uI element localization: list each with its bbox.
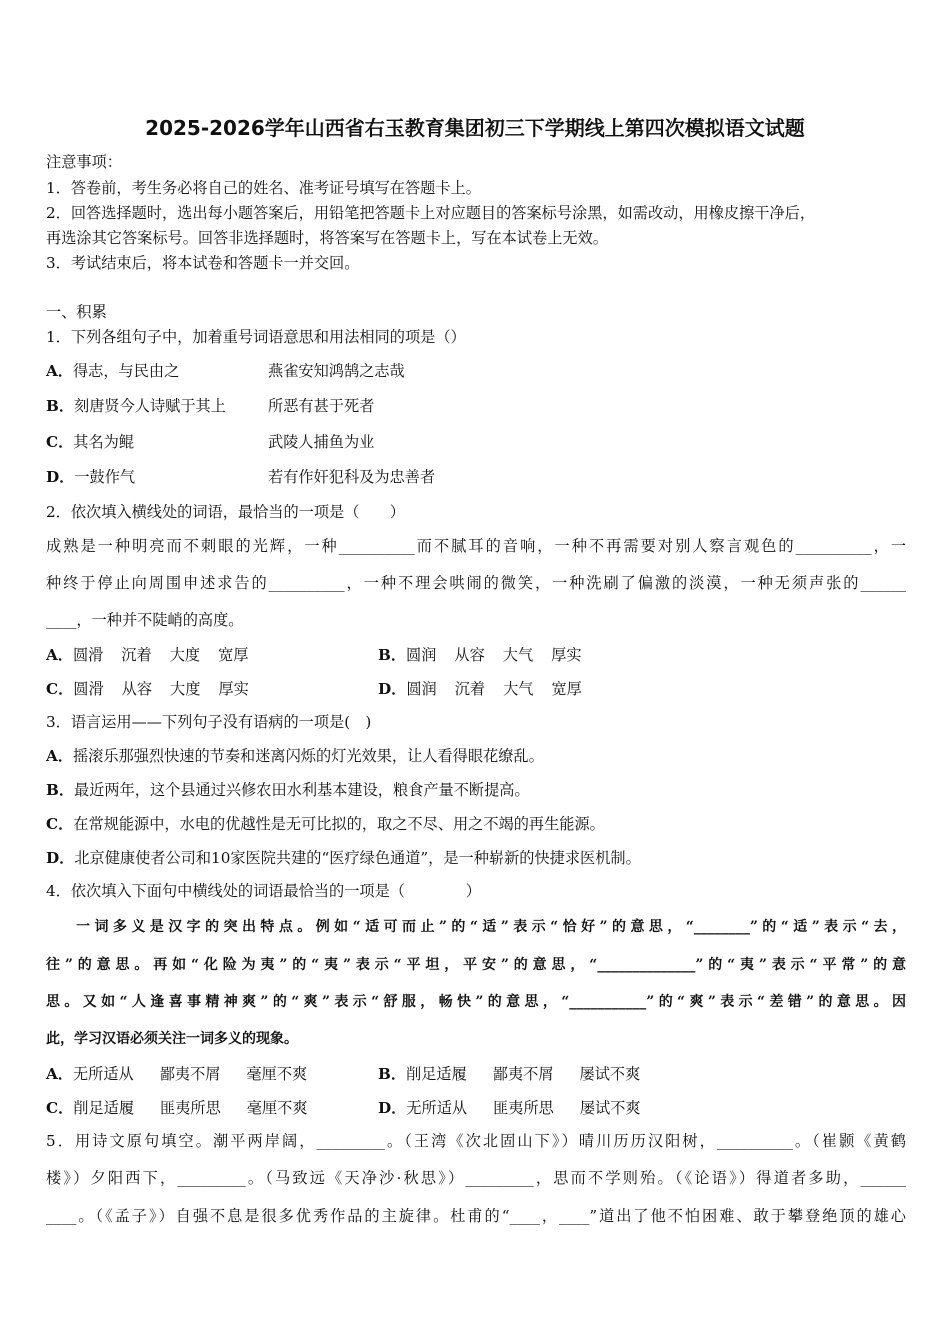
option-word: 鄙夷不屑 bbox=[159, 1065, 221, 1083]
q2-option-c bbox=[46, 678, 249, 699]
q2-text-line: 成熟是一种明亮而不刺眼的光辉，一种__________而不腻耳的音响，一种不再需要对别人察言观色的__________，一 bbox=[46, 537, 906, 555]
option-word: 沉着 bbox=[454, 680, 486, 698]
option-label: B． bbox=[46, 781, 75, 799]
option-text: 最近两年，这个县通过兴修农田水利基本建设，粮食产量不断提高。 bbox=[74, 781, 530, 799]
q5-text-line: ____。（《孟子》）自强不息是很多优秀作品的主旋律。杜甫的“____，____”道出了他不怕困难、敢于攀登绝顶的雄心 bbox=[46, 1207, 906, 1225]
option-word: 圆润 bbox=[406, 646, 437, 664]
option-word: 鄙夷不屑 bbox=[492, 1065, 554, 1083]
option-label: B． bbox=[46, 397, 75, 415]
q2-text-line: ____，一种并不陡峭的高度。 bbox=[46, 611, 244, 629]
option-label: A． bbox=[46, 747, 73, 765]
option-word: 大气 bbox=[502, 646, 534, 664]
option-label: A． bbox=[46, 1065, 73, 1083]
option-word: 削足适履 bbox=[73, 1099, 135, 1117]
q1-option-c-right: 武陵人捕鱼为业 bbox=[268, 433, 375, 451]
option-label: D． bbox=[378, 680, 407, 698]
option-word: 无所适从 bbox=[72, 1065, 134, 1083]
option-word: 圆滑 bbox=[72, 646, 104, 664]
q2-text-line: 种终于停止向周围申述求告的__________，一种不理会哄闹的微笑，一种洗刷了偏激的淡漠，一种无须声张的______ bbox=[46, 574, 906, 592]
option-label: B． bbox=[378, 1065, 407, 1083]
section-heading: 一、积累 bbox=[46, 303, 107, 321]
q1-option-c bbox=[46, 431, 134, 452]
q4-option-d bbox=[378, 1097, 641, 1118]
q5-text-line: 5．用诗文原句填空。潮平两岸阔，_________。（王湾《次北固山下》）晴川历历汉阳树，__________。（崔颢《黄鹤 bbox=[46, 1132, 906, 1150]
notice-item: 3．考试结束后，将本试卷和答题卡一并交回。 bbox=[46, 254, 360, 272]
option-label: A． bbox=[46, 362, 73, 380]
q3-option-b bbox=[46, 780, 530, 800]
question-1-stem: 1．下列各组句子中，加着重号词语意思和用法相同的项是（） bbox=[46, 328, 466, 346]
option-word: 从容 bbox=[121, 680, 153, 698]
option-word: 大度 bbox=[170, 680, 201, 698]
q2-option-a bbox=[46, 644, 248, 665]
question-2-stem: 2．依次填入横线处的词语，最恰当的一项是（ ） bbox=[46, 503, 405, 521]
option-word: 屡试不爽 bbox=[579, 1099, 641, 1117]
q4-option-c bbox=[46, 1097, 308, 1118]
option-left: 刻唐贤今人诗赋于其上 bbox=[74, 397, 226, 415]
q1-option-a bbox=[46, 360, 179, 381]
option-label: D． bbox=[46, 849, 75, 867]
q4-option-b bbox=[378, 1063, 640, 1084]
option-label: B． bbox=[378, 646, 407, 664]
option-text: 北京健康使者公司和10家医院共建的“医疗绿色通道”，是一种崭新的快捷求医机制。 bbox=[74, 849, 641, 867]
option-word: 圆润 bbox=[406, 680, 437, 698]
option-label: D． bbox=[378, 1099, 407, 1117]
notice-heading: 注意事项： bbox=[46, 153, 122, 171]
option-word: 削足适履 bbox=[406, 1065, 467, 1083]
q3-option-a bbox=[46, 746, 544, 766]
option-label: C． bbox=[46, 1099, 74, 1117]
option-label: C． bbox=[46, 433, 74, 451]
q5-text-line: 楼》）夕阳西下，_________。（马致远《天净沙·秋思》）_________，思而不学则殆。（《论语》）得道者多助，______ bbox=[46, 1169, 906, 1187]
question-4-stem: 4．依次填入下面句中横线处的词语最恰当的一项是（ ） bbox=[46, 882, 481, 900]
notice-item: 1．答卷前，考生务必将自己的姓名、准考证号填写在答题卡上。 bbox=[46, 179, 481, 197]
option-word: 匪夷所思 bbox=[160, 1099, 221, 1117]
notice-item: 2．回答选择题时，选出每小题答案后，用铅笔把答题卡上对应题目的答案标号涂黑，如需改动，用橡皮擦干净后， bbox=[46, 204, 816, 222]
option-label: D． bbox=[46, 468, 75, 486]
q1-option-a-right: 燕雀安知鸿鹄之志哉 bbox=[268, 362, 405, 380]
q4-text-line: 此，学习汉语必须关注一词多义的现象。 bbox=[46, 1031, 298, 1047]
option-word: 毫厘不爽 bbox=[246, 1099, 308, 1117]
option-label: C． bbox=[46, 815, 74, 833]
q2-option-d bbox=[378, 678, 582, 699]
q1-option-d-right: 若有作奸犯科及为忠善者 bbox=[268, 468, 436, 486]
q4-text-line: 一词多义是汉字的突出特点。例如“适可而止”的“适”表示“恰好”的意思，“________”的“适”表示“去， bbox=[76, 919, 906, 935]
notice-item: 再选涂其它答案标号。回答非选择题时，将答案写在答题卡上，写在本试卷上无效。 bbox=[46, 229, 608, 247]
option-text: 在常规能源中，水电的优越性是无可比拟的，取之不尽、用之不竭的再生能源。 bbox=[73, 815, 605, 833]
option-word: 屡试不爽 bbox=[579, 1065, 641, 1083]
q1-option-b-right: 所恶有甚于死者 bbox=[268, 397, 375, 415]
option-label: A． bbox=[46, 646, 73, 664]
option-word: 从容 bbox=[454, 646, 485, 664]
option-word: 宽厚 bbox=[551, 680, 582, 698]
page-title: 2025-2026学年山西省右玉教育集团初三下学期线上第四次模拟语文试题 bbox=[145, 116, 805, 140]
q4-text-line: 往”的意思。再如“化险为夷”的“夷”表示“平坦，平安”的意思，“______________”的“夷”表示“平常”的意 bbox=[46, 957, 906, 973]
option-word: 厚实 bbox=[218, 680, 249, 698]
option-word: 匪夷所思 bbox=[493, 1099, 554, 1117]
option-left: 其名为鲲 bbox=[73, 433, 135, 451]
option-word: 大度 bbox=[169, 646, 201, 664]
option-label: C． bbox=[46, 680, 74, 698]
q3-option-d bbox=[46, 848, 641, 868]
q3-option-c bbox=[46, 814, 605, 834]
q1-option-d bbox=[46, 466, 135, 487]
option-word: 厚实 bbox=[551, 646, 582, 664]
option-word: 无所适从 bbox=[406, 1099, 468, 1117]
option-word: 沉着 bbox=[121, 646, 152, 664]
option-word: 毫厘不爽 bbox=[246, 1065, 308, 1083]
option-text: 摇滚乐那强烈快速的节奏和迷离闪烁的灯光效果，让人看得眼花缭乱。 bbox=[72, 747, 544, 765]
option-word: 圆滑 bbox=[73, 680, 104, 698]
question-3-stem: 3．语言运用——下列句子没有语病的一项是( ) bbox=[46, 713, 372, 731]
option-left: 一鼓作气 bbox=[74, 468, 136, 486]
q1-option-b bbox=[46, 395, 226, 416]
q2-option-b bbox=[378, 644, 582, 665]
option-left: 得志，与民由之 bbox=[72, 362, 180, 380]
q4-option-a bbox=[46, 1063, 307, 1084]
q4-text-line: 思。又如“人逢喜事精神爽”的“爽”表示“舒服，畅快”的意思，“___________”的“爽”表示“差错”的意思。因 bbox=[46, 994, 906, 1010]
option-word: 宽厚 bbox=[218, 646, 249, 664]
option-word: 大气 bbox=[503, 680, 534, 698]
